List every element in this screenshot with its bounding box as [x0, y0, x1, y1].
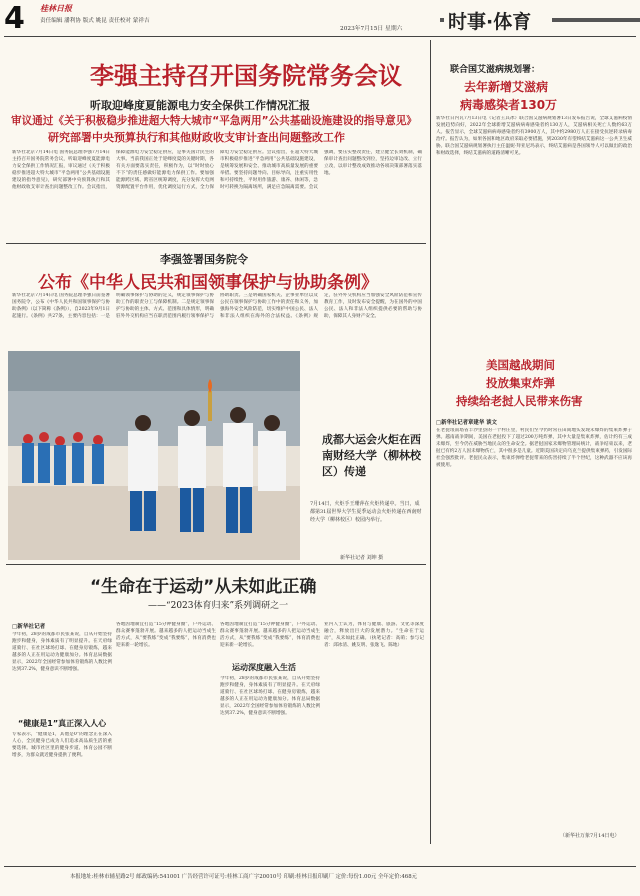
paper-logo: 桂林日报: [40, 3, 72, 13]
section-title: 时事·体育: [448, 11, 532, 33]
sidebar-kicker: 联合国艾滋病规划署：: [450, 65, 541, 75]
photo-caption-title: 成都大运会火炬在西南财经大学（柳林校区）传递: [322, 433, 421, 478]
header-rule: [4, 36, 636, 37]
feature-col-4: 业内人士认为，体育与健康、旅游、文化等深度融合，释放出巨大的发展潜力。“生命在于运动”，从未如此正确。（执笔记者：高萌；参与记者：邱冰清、姚友明、张逸飞、陈地）: [324, 622, 424, 648]
lead-subtitle-2: 审议通过《关于积极稳步推进超大特大城市“平急两用”公共基础设施建设的指导意见》: [11, 115, 417, 127]
feature-subhead-2: 运动深度融入生活: [232, 663, 296, 672]
sidebar-title-4: 投放集束炸弹: [486, 376, 555, 390]
staff-line: 责任编辑 潘利协 版式 姚昆 责任校对 蒙祥吉: [40, 18, 150, 24]
lead-subtitle-1: 听取迎峰度夏能源电力安全保供工作情况汇报: [90, 99, 310, 112]
law-kicker: 李强签署国务院令: [160, 253, 248, 266]
date-line: 2023年7月15日 星期六: [340, 26, 403, 32]
feature-col-1b: 专家表示，“健康是1，其他是0”的理念正在深入人心，全民健身已成为人们追求高品质生活的重要选择。城市社区里的健身步道、体育公园不断增多，为群众就近健身提供了便利。: [12, 732, 112, 758]
footer-text: 本报地址:桂林市辅星路2号 邮政编码:541001 广告经营许可证号:桂林工商广字20010号 印刷:桂林日报印刷厂 定价:每份1.00元 全年定价:468元: [70, 874, 418, 880]
photo-rule: [6, 564, 426, 565]
page-number: 4: [4, 1, 25, 36]
lead-title: 李强主持召开国务院常务会议: [90, 62, 402, 90]
lead-subtitle-3: 研究部署中央预算执行和其他财政收支审计查出问题整改工作: [48, 131, 345, 144]
lead-rule: [6, 243, 426, 244]
feature-byline: □新华社记者: [12, 624, 46, 630]
news-photo: [8, 351, 300, 560]
feature-subtitle: ——“2023体育归来”系列调研之一: [148, 601, 289, 611]
torch-relay-photo: [8, 351, 300, 560]
sidebar-byline: □新华社记者章建华 谈文: [436, 420, 497, 426]
sidebar-title-5: 持续给老挝人民带来伤害: [456, 394, 583, 408]
feature-title: “生命在于运动”从未如此正确: [90, 577, 317, 597]
sidebar-title-2: 病毒感染者130万: [460, 98, 558, 112]
feature-col-2: 各地因地制宜打造“15分钟健身圈”，户外运动、群众赛事蓬勃开展。越来越多的人把运动当成生活方式，从“要我练”变成“我要练”，体育消费也迎来新一轮增长。: [116, 622, 216, 648]
sidebar-title-1: 去年新增艾滋病: [464, 80, 549, 94]
feature-col-3b: 今年初，28岁的成都市民张某说，自从开始坚持跑步和健身，身体素质有了明显提升。在天府绿道骑行、在社区球场打球、在健身房锻炼，越来越多的人正在用运动为健康加分。体育总局数据显示，2022年全国经常参加体育锻炼的人数比例达到37.2%，健身意识不断增强。: [220, 676, 320, 716]
footer-rule: [4, 866, 636, 867]
photo-credit: 新华社记者 刘坤 摄: [340, 555, 384, 561]
sidebar-body: 新华社日内瓦7月13日电（记者王其冰）联合国艾滋病规划署13日发布报告说，全球艾滋病疫情发展趋势向好，2022年全球新增艾滋病病毒感染者约130万人，艾滋病相关死亡人数约63万人。报告显示，全球艾滋病病毒感染者约有3900万人，其中约2980万人正在接受抗逆转录病毒治疗。报告认为，如果各国和地区政府采取必要措施，到2030年有望终结艾滋病这一公共卫生威胁。联合国艾滋病规划署执行主任温妮·拜亚尼玛表示，终结艾滋病是各国领导人可以做出的政治和财政选择，终结艾滋病的道路清晰可见。: [436, 116, 632, 156]
sidebar-title-3: 美国越战期间: [486, 358, 555, 372]
sidebar-body-2: 在老挝琅南塔省丰沙里县的一个村庄里，村民们至今仍时常在田间地头发现未爆炸的集束炸弹子弹。越南战争期间，美国在老挝投下了超过200万吨炸弹，其中大量是集束炸弹，估计约有三成未爆炸，至今仍在威胁当地民众的生命安全。据老挝国家未爆物管理局统计，战争结束以来，老挝已有约2万人因未爆物伤亡，其中很多是儿童。近期美国决定向乌克兰提供集束弹药，引发国际社会强烈批评。老挝民众表示，集束炸弹给老挝带来的伤害持续了半个世纪，这种武器不应该再被使用。: [436, 428, 632, 468]
sidebar-dateline: （新华社万象7月14日电）: [560, 833, 620, 839]
law-title: 公布《中华人民共和国领事保护与协助条例》: [38, 273, 378, 293]
feature-col-1: 今年初，28岁的成都市民张某说，自从开始坚持跑步和健身，身体素质有了明显提升。在天府绿道骑行、在社区球场打球、在健身房锻炼，越来越多的人正在用运动为健康加分。体育总局数据显示，2022年全国经常参加体育锻炼的人数比例达到37.2%，健身意识不断增强。: [12, 632, 112, 672]
feature-subhead-1: “健康是1”真正深入人心: [18, 719, 107, 728]
sidebar-divider: [430, 40, 431, 844]
law-body: 新华社北京7月14日电 国务院总理李强日前签署国务院令，公布《中华人民共和国领事保护与协助条例》（以下简称《条例》），自2023年9月1日起施行。《条例》共27条，主要内容包括：一是明确领事保护与协助的定义，规定领事保护与协助工作的职责分工与保障机制。二是规定领事保护与协助的主体、方式、范围和具体情形，明确驻外外交机构应当在职责范围内履行领事保护与协助职责。三是明确国家机关、企事业单位以及公民在领事保护与协助工作中的责任和义务，加强海外安全风险防范，切实维护中国公民、法人和非法人组织在海外的合法权益。《条例》规定，驻外外交机构应当加强安全风险防范和宣传教育工作，及时发布安全提醒，为在国外的中国公民、法人和非法人组织提供必要的帮助与协助，保障其人身财产安全。: [12, 293, 422, 319]
lead-body: 新华社北京7月14日电 国务院总理李强7月14日主持召开国务院常务会议，听取迎峰度夏能源电力安全保供工作情况汇报，审议通过《关于积极稳步推进超大特大城市“平急两用”公共基础设施建设的指导意见》，研究部署中央预算执行和其他财政收支审计查出问题整改工作。会议指出，保障能源电力安全稳定供应，是事关国计民生的大事。当前我国正处于迎峰度夏的关键时期，各有关方面要落实责任，积极作为，以“时时放心不下”的责任感做好能源电力保供工作。要加强能源跨区域、跨省区统筹调度，充分发挥大电网资源配置平台作用，优化调度运行方式，全力保障电力安全稳定供应。会议指出，在超大特大城市积极稳步推进“平急两用”公共基础设施建设，是统筹发展和安全、推动城市高质量发展的重要举措。要坚持问题导向、目标导向，注重实用性和可持续性，平时用作旅游、康养、休闲等，急时可转换为隔离场所，满足应急隔离需要。会议强调，要压实整改责任，建立健全长效机制，确保审计查出问题整改到位，坚持边审边改、立行立改，以审计整改成效推动各项决策部署落实落地。: [12, 150, 422, 190]
photo-caption-body: 7月14日，火炬手王珊萍在火炬传递中。当日，成都第31届世界大学生夏季运动会火炬传递在西南财经大学（柳林校区）校园内举行。: [310, 501, 422, 523]
feature-col-3: 各地因地制宜打造“15分钟健身圈”，户外运动、群众赛事蓬勃开展。越来越多的人把运动当成生活方式，从“要我练”变成“我要练”，体育消费也迎来新一轮增长。: [220, 622, 320, 648]
